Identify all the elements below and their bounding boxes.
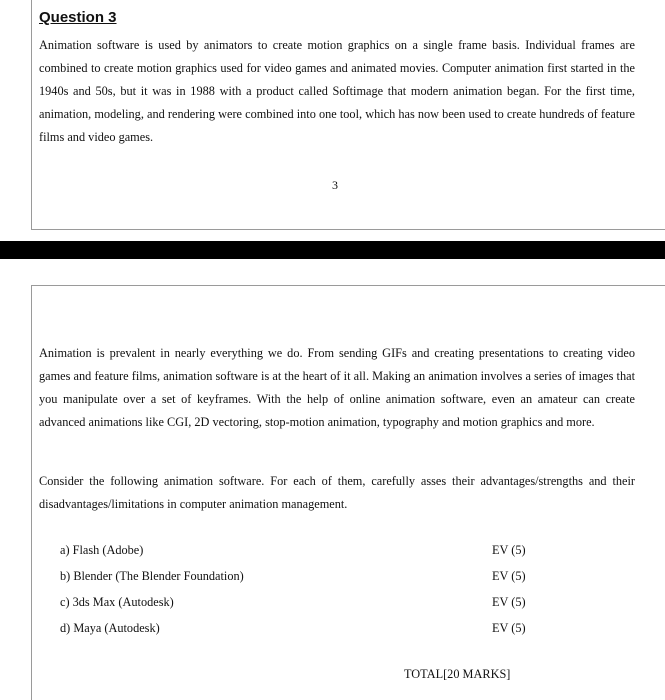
- software-label: b) Blender (The Blender Foundation): [60, 569, 244, 583]
- total-marks: TOTAL[20 MARKS]: [404, 667, 511, 681]
- list-item: [60, 595, 540, 621]
- question-paragraph: Animation software is used by animators to create motion graphics on a single frame basis. Individual frames are combined to create motion graphics used for video games and animated movies. Computer animation first started in the 1940s and 50s, but it was in 1988 with a product called Softimage that modern animation began. For the first time, animation, modeling, and rendering were combined into one tool, which has now been used to create hundreds of feature films and video games.: [39, 38, 635, 144]
- document-page-2: [0, 259, 665, 700]
- intro-paragraph: Animation is prevalent in nearly everything we do. From sending GIFs and creating presentations to creating video games and feature films, animation software is at the heart of it all. Making an animation involves a series of images that you manipulate over a set of keyframes. With the help of online animation software, even an amateur can create advanced animations like CGI, 2D vectoring, stop-motion animation, typography and motion graphics and more.: [39, 346, 635, 429]
- question-heading: Question 3: [39, 9, 117, 26]
- list-item: [60, 569, 540, 595]
- marks-label: EV (5): [492, 543, 526, 557]
- list-item: [60, 543, 540, 569]
- marks-label: EV (5): [492, 595, 526, 609]
- marks-label: EV (5): [492, 569, 526, 583]
- list-item: [60, 621, 540, 647]
- page-number: 3: [332, 178, 338, 192]
- instruction-paragraph: Consider the following animation software. For each of them, carefully asses their advantages/strengths and their disadvantages/limitations in computer animation management.: [39, 474, 635, 511]
- document-page-1: [0, 0, 665, 241]
- software-list: [60, 543, 540, 647]
- software-label: c) 3ds Max (Autodesk): [60, 595, 174, 609]
- marks-label: EV (5): [492, 621, 526, 635]
- software-label: a) Flash (Adobe): [60, 543, 144, 557]
- software-label: d) Maya (Autodesk): [60, 621, 160, 635]
